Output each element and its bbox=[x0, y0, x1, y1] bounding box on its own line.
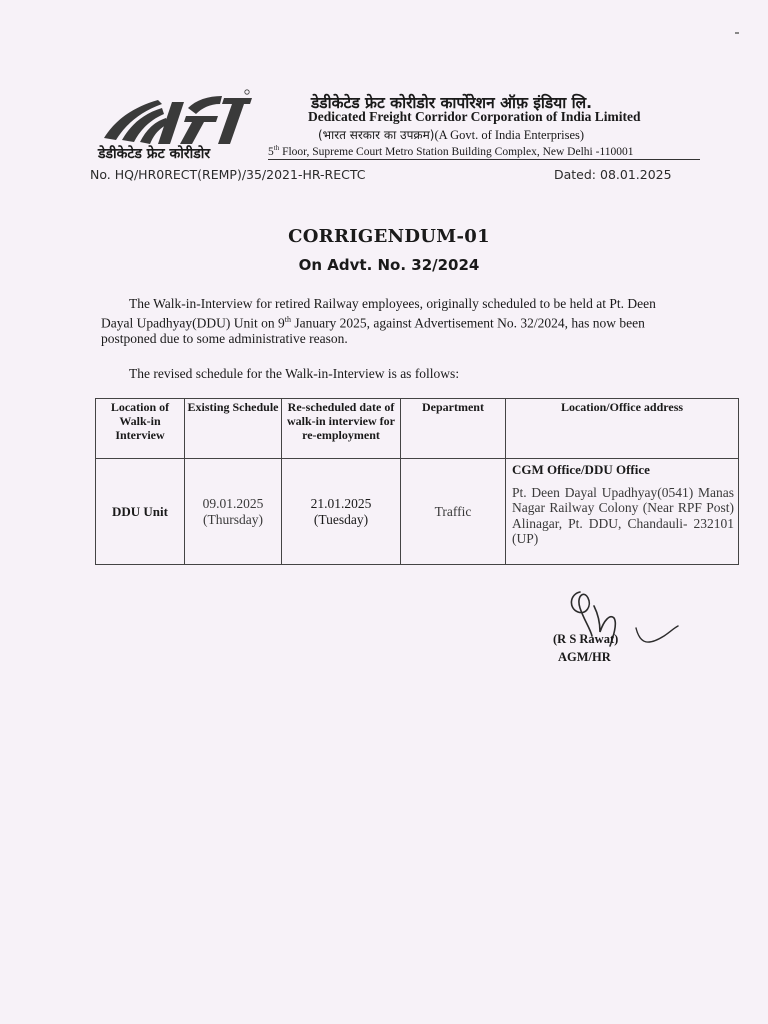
reference-number: No. HQ/HR0RECT(REMP)/35/2021-HR-RECTC bbox=[90, 167, 366, 182]
unit-name: DDU Unit bbox=[112, 503, 168, 519]
govt-hindi: (भारत सरकार का उपक्रम) bbox=[318, 128, 435, 142]
address-floor-number: 5 bbox=[268, 145, 274, 158]
header-rescheduled-date: Re-scheduled date of walk-in interview for re-employment bbox=[282, 399, 401, 459]
cell-department bbox=[401, 459, 506, 565]
existing-day: (Thursday) bbox=[203, 511, 263, 527]
table-row bbox=[96, 459, 739, 565]
signatory-name: (R S Rawat) bbox=[553, 632, 619, 646]
header-location: Location of Walk-in Interview bbox=[96, 399, 185, 459]
revised-schedule-table bbox=[95, 398, 739, 565]
paragraph1-part2: January 2025, against Advertisement No. 32/2024, has now been postponed due to some administrative reason. bbox=[101, 315, 645, 346]
schedule-intro-paragraph: The revised schedule for the Walk-in-Interview is as follows: bbox=[129, 366, 460, 381]
corrigendum-title: CORRIGENDUM-01 bbox=[288, 226, 490, 247]
advertisement-subtitle: On Advt. No. 32/2024 bbox=[298, 256, 480, 274]
cell-office-address bbox=[506, 459, 739, 565]
header-existing-schedule: Existing Schedule bbox=[185, 399, 282, 459]
department-name: Traffic bbox=[434, 503, 472, 519]
new-date: 21.01.2025 bbox=[310, 495, 372, 511]
header-department: Department bbox=[401, 399, 506, 459]
cell-existing-schedule bbox=[185, 459, 282, 565]
postponement-paragraph bbox=[101, 296, 691, 346]
dfccil-logo bbox=[100, 88, 256, 148]
govt-enterprise-line bbox=[318, 126, 584, 143]
cell-location bbox=[96, 459, 185, 565]
header-office-address: Location/Office address bbox=[506, 399, 739, 459]
office-title: CGM Office/DDU Office bbox=[512, 462, 650, 477]
paragraph1-superscript: th bbox=[284, 314, 291, 324]
scan-mark bbox=[735, 32, 739, 34]
company-name-english: Dedicated Freight Corridor Corporation of India Limited bbox=[308, 109, 641, 124]
company-address bbox=[268, 144, 634, 158]
logo-caption: डेडीकेटेड फ्रेट कोरीडोर bbox=[98, 146, 211, 162]
letterhead-divider bbox=[268, 159, 700, 160]
new-day: (Tuesday) bbox=[313, 511, 369, 527]
company-name-hindi: डेडीकेटेड फ्रेट कोरीडोर कार्पोरेशन ऑफ़ इंडिया लि. bbox=[311, 94, 593, 112]
cell-rescheduled-date bbox=[282, 459, 401, 565]
govt-english: (A Govt. of India Enterprises) bbox=[434, 128, 585, 142]
document-date: Dated: 08.01.2025 bbox=[554, 167, 672, 182]
existing-date: 09.01.2025 bbox=[202, 495, 264, 511]
paragraph1-part1: The Walk-in-Interview for retired Railway employees, originally scheduled to be held at Pt. Deen Dayal Upadhyay(DDU) Unit on 9 bbox=[101, 296, 656, 330]
office-address: Pt. Deen Dayal Upadhyay(0541) Manas Nagar Railway Colony (Near RPF Post) Alinagar, Pt. DDU, Chandauli- 232101 (UP) bbox=[512, 484, 734, 546]
address-floor-suffix: th bbox=[273, 144, 280, 152]
address-text: Floor, Supreme Court Metro Station Building Complex, New Delhi -110001 bbox=[279, 145, 634, 158]
signatory-designation: AGM/HR bbox=[558, 650, 611, 664]
table-header-row bbox=[96, 399, 739, 459]
